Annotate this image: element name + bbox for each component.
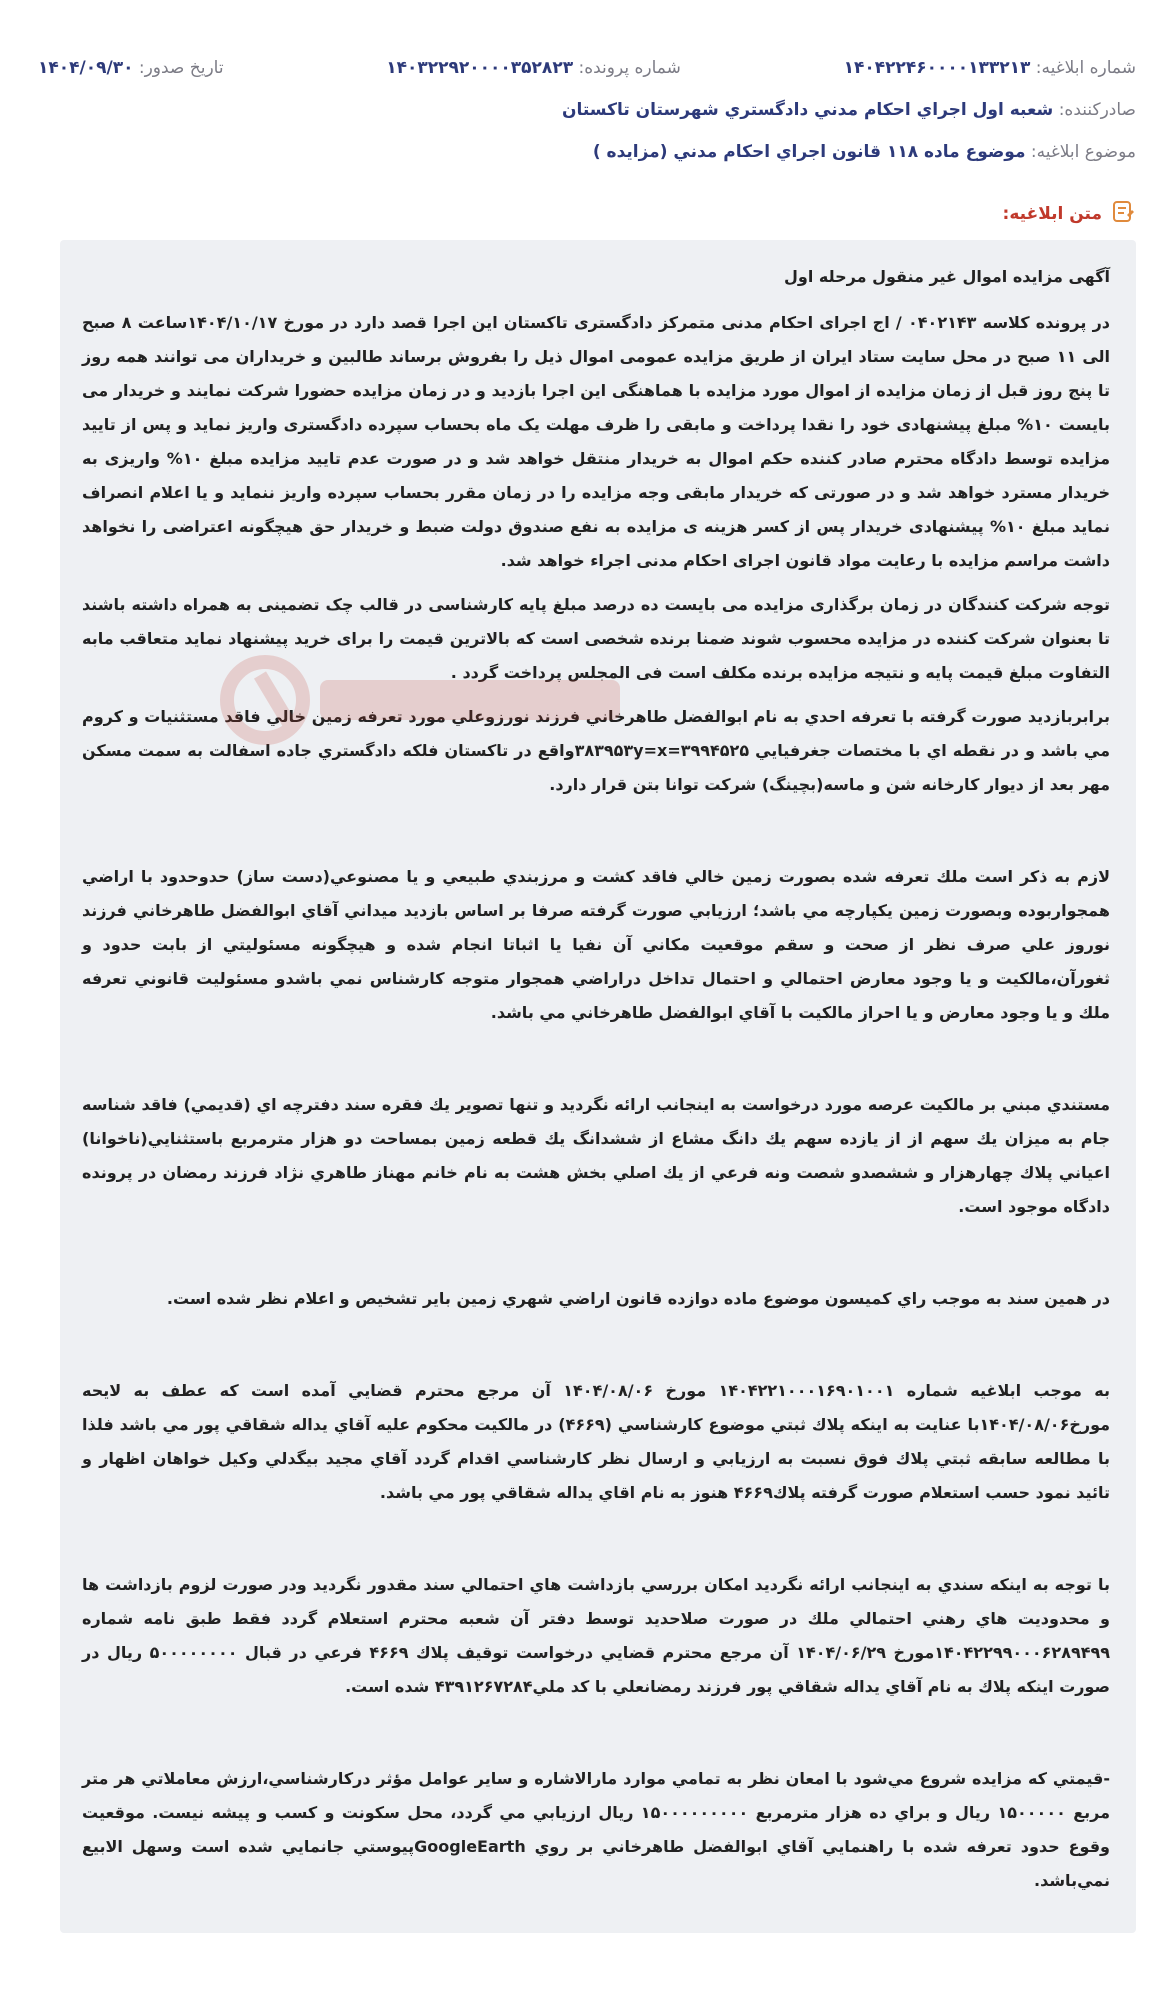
notice-text-panel — [60, 240, 1136, 1933]
paragraph-2: توجه شرکت کنندگان در زمان برگذاری مزایده می بایست ده درصد مبلغ پایه کارشناسی در قالب چک تضمینی به همراه داشته باشند تا بعنوان شرکت کننده در مزایده محسوب شوند ضمنا برنده شخصی است که بالاترین قیمت را برای خرید پیشنهاد نماید متعاقب مابه التفاوت مبلغ قیمت پایه و نتیجه مزایده برنده مکلف است فی المجلس پرداخت گردد . — [82, 595, 1110, 682]
paragraph-9: -قيمتي كه مزايده شروع مي‌شود با امعان نظر به تمامي موارد مارالاشاره و ساير عوامل مؤثر دركارشناسي،ارزش معاملاتي هر متر مربع ۱۵۰۰۰۰۰ ريال و براي ده هزار مترمربع ۱۵۰۰۰۰۰۰۰۰۰ ريال ارزيابي مي گردد، محل سكونت و كسب و پيشه نيست. موقعيت وقوع حدود تعرفه شده با راهنمايي آقاي ابوالفضل طاهرخاني بر روي GoogleEarthپيوستي جانمايي شده است وسهل الابيع نمي‌باشد. — [82, 1769, 1110, 1890]
issuer-row — [38, 98, 1136, 122]
notice-number — [844, 56, 1136, 80]
subject-row — [38, 140, 1136, 164]
paragraph-7: به موجب ابلاغيه شماره ۱۴۰۴۲۲۱۰۰۰۱۶۹۰۱۰۰۱ مورخ ۱۴۰۴/۰۸/۰۶ آن مرجع محترم قضايي آمده است كه عطف به لايحه مورخ۱۴۰۴/۰۸/۰۶با عنايت به اينكه پلاك ثبتي موضوع كارشناسي (۴۶۶۹) در مالكيت محكوم عليه آقاي يداله شقاقي پور مي باشد فلذا با مطالعه سابقه ثبتي پلاك فوق نسبت به ارزيابي و ارسال نظر كارشناسي اقدام گردد آقاي مجيد بيگدلي وكيل خواهان اظهار و تائيد نمود حسب استعلام صورت گرفته پلاك۴۶۶۹ هنوز به نام اقاي يداله شقاقي پور مي باشد. — [82, 1381, 1111, 1502]
notice-number-value: ۱۴۰۴۲۲۴۶۰۰۰۰۱۳۳۲۱۳ — [843, 58, 1031, 78]
paragraph-3: برابربازديد صورت گرفته با تعرفه احدي به نام ابوالفضل طاهرخاني فرزند نورزوعلي مورد تعرفه زمين خالي فاقد مستثنيات و كروم مي باشد و در نقطه اي با مختصات جغرفيايي ۳۹۹۴۵۲۵=۳۸۳۹۵۳y=xواقع در تاكستان فلكه دادگستري جاده اسفالت به سمت مسكن مهر بعد از ديوار كارخانه شن و ماسه(بچينگ) شركت توانا بتن قرار دارد. — [82, 707, 1111, 794]
paragraph-6: در همين سند به موجب راي كميسون موضوع ماده دوازده قانون اراضي شهري زمين باير تشخيص و اعلام نظر شده است. — [166, 1289, 1110, 1308]
subject-value: موضوع ماده ۱۱۸ قانون اجراي احكام مدني (مزايده ) — [592, 142, 1026, 162]
issue-date — [38, 56, 224, 80]
issue-date-label: تاریخ صدور: — [138, 58, 224, 78]
subject-label: موضوع ابلاغیه: — [1030, 142, 1136, 162]
header-meta-row — [38, 56, 1136, 80]
paragraph-8: با توجه به اينكه سندي به اينجانب ارائه نگرديد امكان بررسي بازداشت هاي احتمالي سند مقدور نگرديد ودر صورت لزوم بازداشت ها و محدوديت هاي رهني احتمالي ملك در صورت صلاحديد توسط دفتر آن شعبه محترم استعلام گردد فقط طبق نامه شماره ۱۴۰۴۲۲۹۹۰۰۰۶۲۸۹۴۹۹مورخ ۱۴۰۴/۰۶/۲۹ آن مرجع محترم قضايي درخواست توقيف پلاك ۴۶۶۹ فرعي در قبال ۵۰۰۰۰۰۰۰۰ ريال در صورت اينكه پلاك به نام آقاي يداله شقاقي پور فرزند رمضانعلي با كد ملي۴۳۹۱۲۶۷۲۸۴ شده است. — [82, 1575, 1111, 1696]
paragraph-5: مستندي مبني بر مالكيت عرصه مورد درخواست به اينجانب ارائه نگرديد و تنها تصوير يك فقره سند دفترچه اي (قديمي) فاقد شناسه جام به ميزان يك سهم از از يازده سهم يك دانگ مشاع از ششدانگ يك قطعه زمين بمساحت دو هزار مترمربع باستثنايي(ناخوانا) اعياني پلاك چهارهزار و ششصدو شصت ونه فرعي از يك اصلي بخش هشت به نام خانم مهناز طاهري نژاد فرزند رمضان در پرونده دادگاه موجود است. — [82, 1095, 1110, 1216]
notice-heading: آگهی مزایده اموال غیر منقول مرحله اول — [783, 267, 1110, 286]
document-note-icon — [1110, 198, 1136, 229]
case-number — [386, 56, 681, 80]
case-number-value: ۱۴۰۳۲۲۹۲۰۰۰۰۳۵۲۸۲۳ — [386, 58, 574, 78]
paragraph-4: لازم به ذكر است ملك تعرفه شده بصورت زمين خالي فاقد كشت و مرزبندي طبيعي و يا مصنوعي(دست ساز) حدوحدود با اراضي همجواربوده وبصورت زمين يكپارچه مي باشد؛ ارزيابي صورت گرفته صرفا بر اساس بازديد ميداني آقاي ابوالفضل طاهرخاني فرزند نوروز علي صرف نظر از صحت و سقم موقعيت مكاني آن نفيا يا اثباتا انجام شده و هيچگونه مسئوليتي از بابت حدود و ثغورآن،مالكيت و يا وجود معارض احتمالي و احتمال تداخل دراراضي همجوار متوجه كارشناس نمي باشدو مسئوليت قانوني تعرفه ملك و يا وجود معارض و يا احراز مالكيت با آقاي ابوالفضل طاهرخاني مي باشد. — [82, 867, 1110, 1022]
issuer-label: صادرکننده: — [1058, 100, 1136, 120]
issuer-value: شعبه اول اجراي احكام مدني دادگستري شهرستان تاكستان — [561, 100, 1054, 120]
notice-text-title — [1003, 198, 1136, 229]
section-title-label: متن ابلاغیه: — [1002, 203, 1102, 224]
issue-date-value: ۱۴۰۴/۰۹/۳۰ — [38, 58, 134, 78]
case-number-label: شماره پرونده: — [578, 58, 681, 78]
notice-number-label: شماره ابلاغیه: — [1035, 58, 1136, 78]
paragraph-1: در پرونده کلاسه ۰۴۰۲۱۴۳ / اج اجرای احکام مدنی متمرکز دادگستری تاکستان این اجرا قصد دارد در مورخ ۱۴۰۴/۱۰/۱۷ساعت ۸ صبح الی ۱۱ صبح در محل سایت ستاد ایران از طریق مزایده عمومی اموال ذیل را بفروش برساند طالبین و خریداران می توانند همه روز تا پنج روز قبل از زمان مزایده از اموال مورد مزایده با هماهنگی این اجرا بازدید و در زمان مزایده حضورا شرکت نمایند و خریدار می بایست ۱۰% مبلغ پیشنهادی خود را نقدا پرداخت و مابقی را ظرف مهلت یک ماه بحساب سپرده دادگستری واریز نماید و پس از تایید مزایده توسط دادگاه محترم صادر کننده حکم اموال به خریدار منتقل خواهد شد و در صورت عدم تایید مزایده مبلغ ۱۰% واریزی به خریدار مسترد خواهد شد و در صورتی که خریدار مابقی وجه مزایده را در زمان مقرر بحساب سپرده واریز ننماید و یا اعلام انصراف نماید مبلغ ۱۰% پیشنهادی خریدار پس از کسر هزینه ی مزایده به نفع صندوق دولت ضبط و خریدار حق هیچگونه اعتراضی را نخواهد داشت مراسم مزایده با رعایت مواد قانون اجرای احکام مدنی اجراء خواهد شد. — [82, 313, 1111, 570]
